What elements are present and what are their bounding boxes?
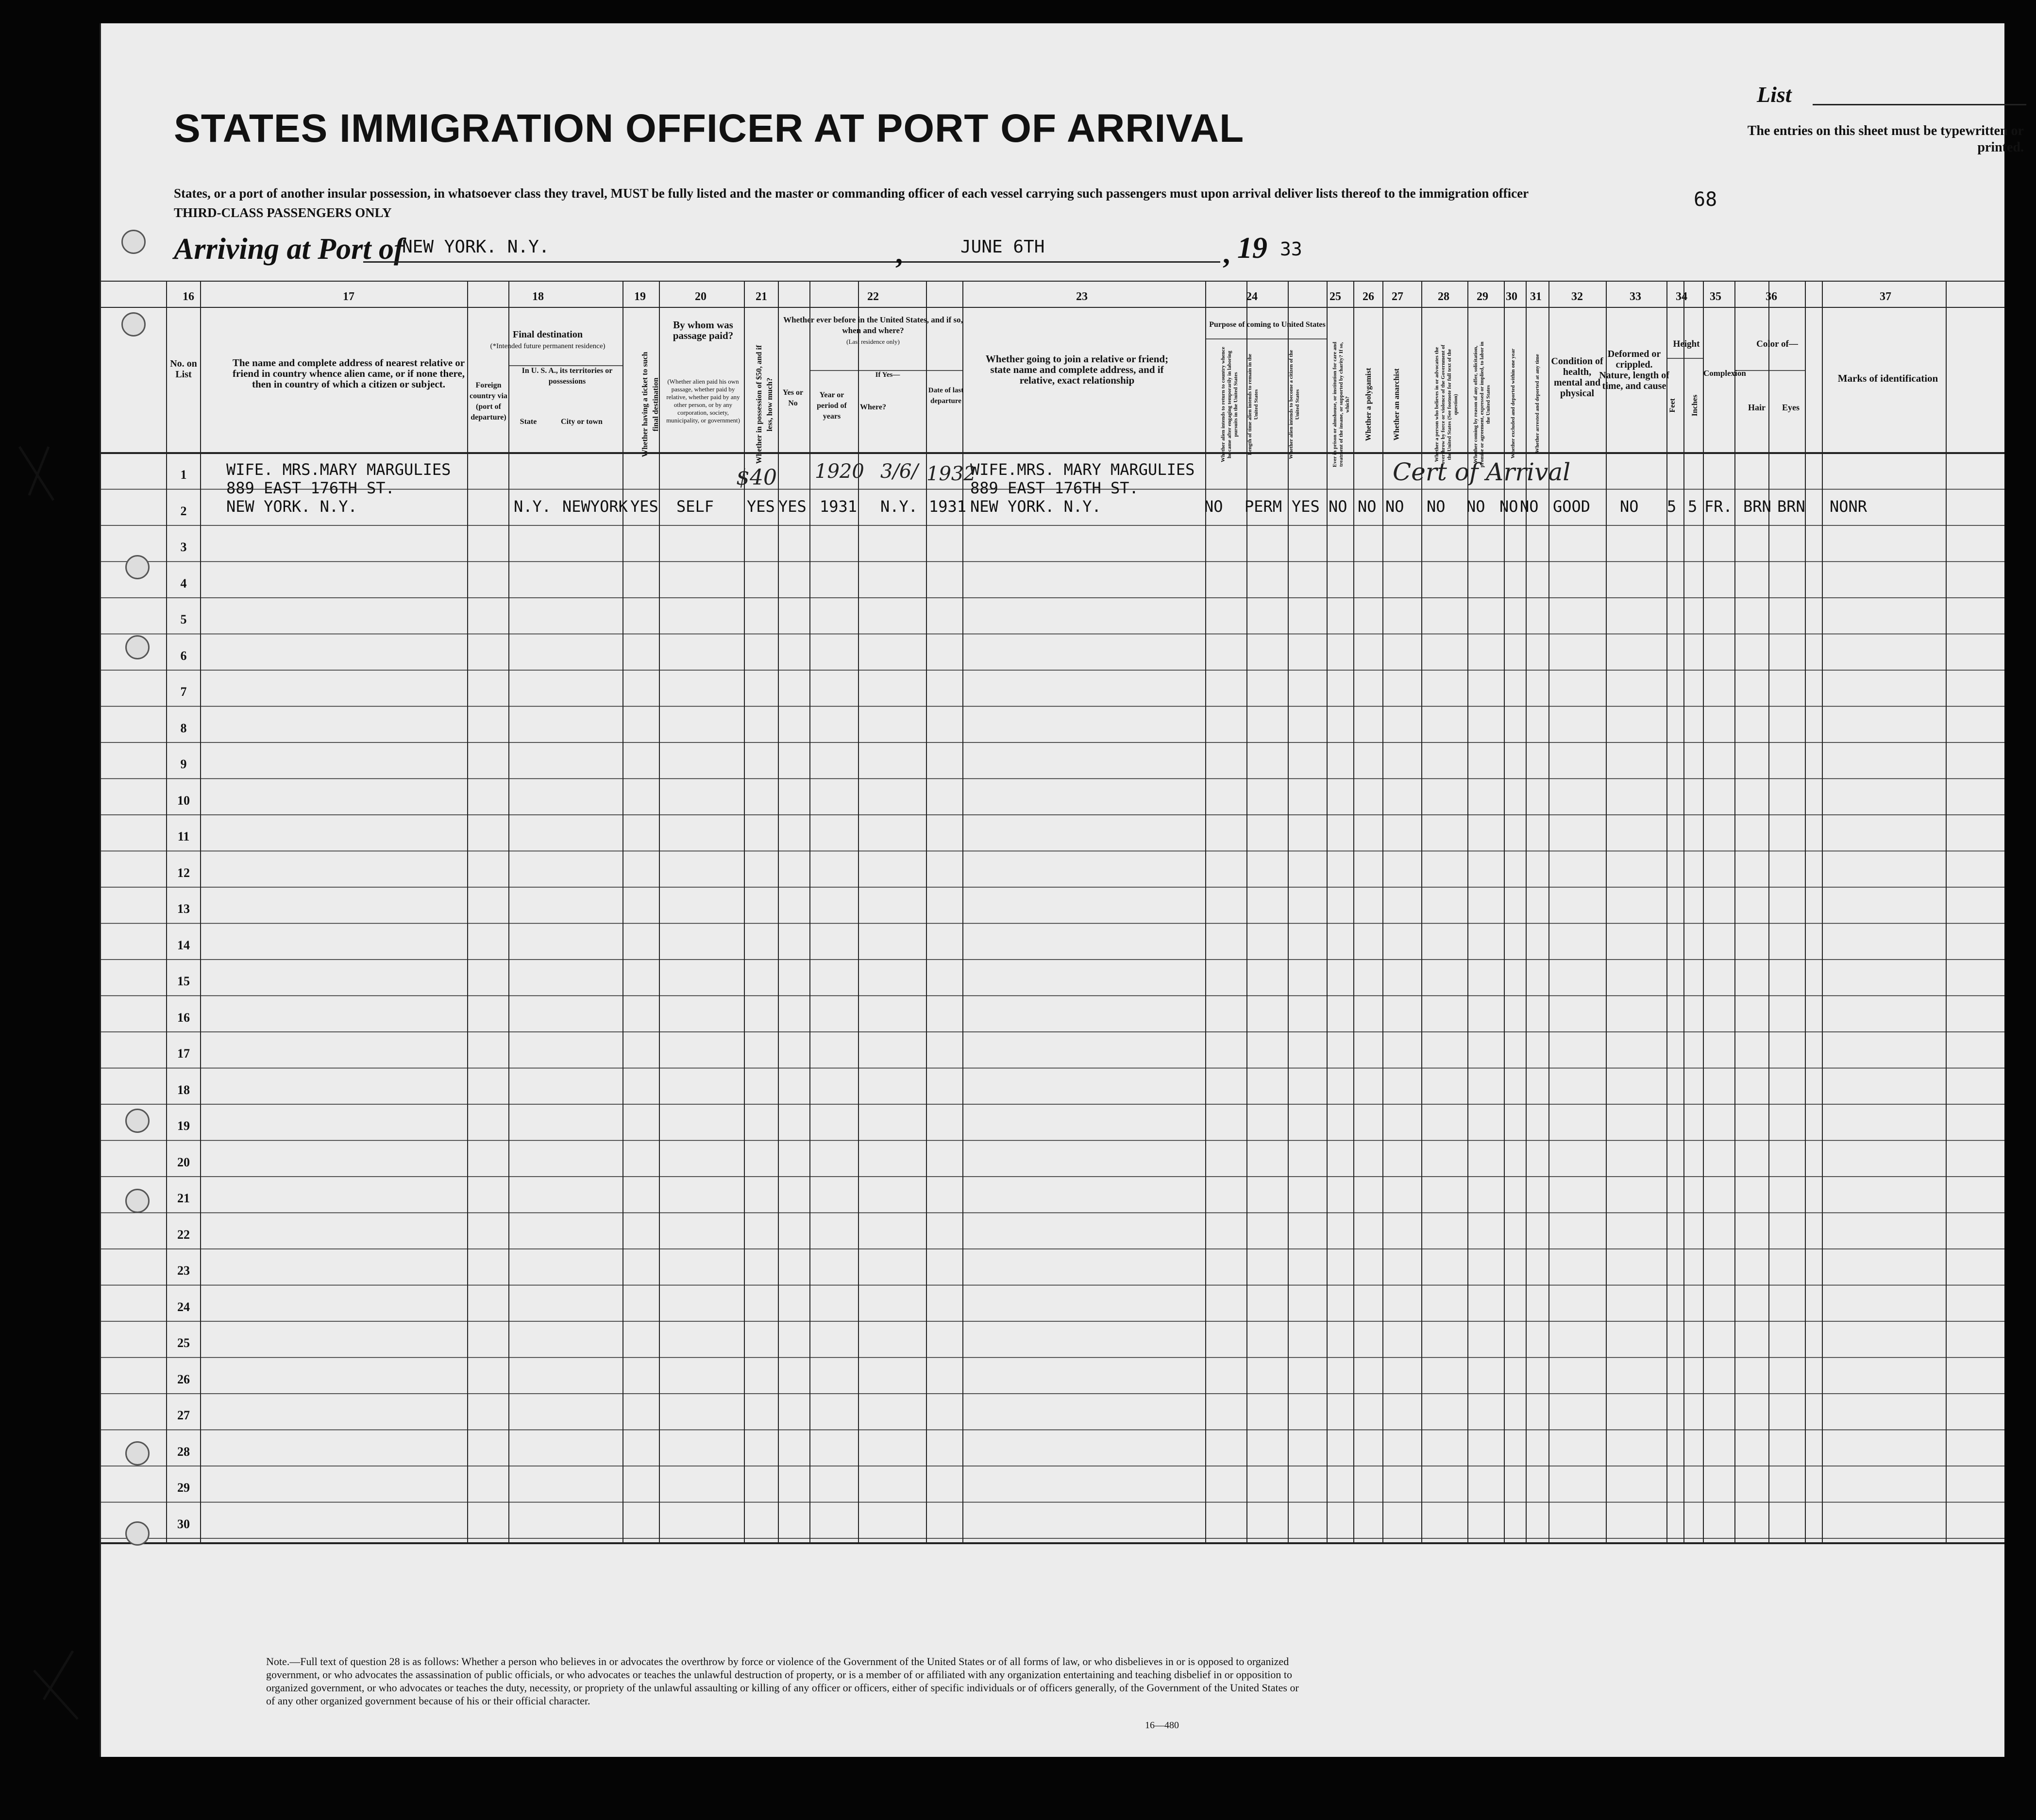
- col-header-possession-50: Whether in possession of $50, and if less, how much?: [755, 345, 774, 464]
- entry-length-of-stay: PERM: [1245, 497, 1282, 516]
- year-prefix: 19: [1237, 232, 1267, 265]
- column-number: 25: [1329, 290, 1341, 303]
- entry-inches: 5: [1688, 497, 1698, 516]
- row-number: 23: [177, 1264, 190, 1278]
- entry-join-line1: WIFE.MRS. MARY MARGULIES: [970, 460, 1195, 479]
- col-header-health: Condition of health, mental and physical: [1551, 356, 1603, 399]
- handwritten-annotation: Cert of Arrival: [1393, 458, 1571, 486]
- column-number: 30: [1506, 290, 1517, 303]
- column-number: 29: [1477, 290, 1488, 303]
- row-number: 3: [180, 540, 187, 554]
- entry-where: N.Y.: [880, 497, 918, 516]
- row-number: 4: [180, 576, 187, 590]
- footnote-text: Note.—Full text of question 28 is as follows: Whether a person who believes in or advocates the overthrow by force or violence of the Government of the United States or of all forms of law, or who disbelieves in or is opposed to organized government, or who advocates the assassination of public officials, or who advocates or teaches the unlawful destruction of property, or is a member of or affiliated with any organization entertaining and teaching disbelief in or opposition to organized government, or who advocates or teaches the duty, necessity, or propriety of the unlawful assaulting or killing of any officer or officers, either of specific individuals or of officers generally, of the Government of the United States or of any other organized government because of his or their official character.: [266, 1655, 1299, 1707]
- row-number: 13: [177, 902, 190, 916]
- row-number: 28: [177, 1444, 190, 1459]
- entry-relative-line3: NEW YORK. N.Y.: [226, 497, 357, 516]
- col-subheader-feet: Feet: [1668, 398, 1677, 413]
- entry-arrested: NO: [1520, 497, 1539, 516]
- entry-feet: 5: [1667, 497, 1677, 516]
- row-number: 1: [180, 468, 187, 482]
- entry-relative-line1: WIFE. MRS.MARY MARGULIES: [226, 460, 451, 479]
- row-number: 8: [180, 721, 187, 735]
- col-subheader-where: Where?: [860, 403, 886, 411]
- col-subheader-last-departure: Date of last departure: [928, 387, 964, 405]
- entry-passage-paid: SELF: [676, 497, 714, 516]
- col-header-marks: Marks of identification: [1837, 372, 1938, 384]
- year-value: 33: [1280, 238, 1302, 260]
- col-header-nearest-relative: The name and complete address of nearest relative or friend in country whence alien came, or if none there, then in country of which a citizen or subject.: [232, 357, 465, 390]
- entry-city: NEWYORK: [562, 497, 628, 516]
- entry-overthrow: NO: [1427, 497, 1446, 516]
- col-subheader-state: State: [520, 418, 537, 426]
- column-number: 21: [756, 290, 767, 303]
- column-number: 23: [1076, 290, 1088, 303]
- comma-mark: ,: [1223, 237, 1230, 270]
- col-header-passage-paid: By whom was passage paid?: [673, 319, 734, 341]
- row-number: 6: [180, 648, 187, 663]
- row-number: 26: [177, 1372, 190, 1386]
- entry-offer-of-labor: NO: [1466, 497, 1485, 516]
- entry-excluded: NO: [1499, 497, 1518, 516]
- entry-health: GOOD: [1553, 497, 1591, 516]
- col-header-prison: Ever in prison or almshouse, or institution for care and treatment of the insane, or supported by charity? If so, which?: [1332, 341, 1350, 468]
- class-label: THIRD-CLASS PASSENGERS ONLY: [174, 205, 392, 220]
- entry-join-line3: NEW YORK. N.Y.: [970, 497, 1101, 516]
- row-number: 7: [180, 685, 187, 699]
- col-header-overthrow: Whether a person who believes in or advocates the overthrow by force or violence of the Government of the United States (See footnote for full text of the question): [1434, 344, 1459, 465]
- page-title: STATES IMMIGRATION OFFICER AT PORT OF ARRIVAL: [174, 106, 1245, 151]
- entry-join-line2: 889 EAST 176TH ST.: [970, 479, 1139, 497]
- column-number: 18: [532, 290, 544, 303]
- row-number: 18: [177, 1082, 190, 1097]
- row-number: 19: [177, 1119, 190, 1133]
- handwritten-last-departure: 1932: [926, 463, 976, 485]
- col-header-ever-before: Whether ever before in the United States, and if so, when and where?: [783, 315, 963, 335]
- column-number: 19: [634, 290, 646, 303]
- column-number: 32: [1571, 290, 1583, 303]
- column-number: 35: [1710, 290, 1721, 303]
- entry-year: 1931: [820, 497, 858, 516]
- row-number: 2: [180, 504, 187, 518]
- handwritten-amount: $40: [736, 465, 777, 490]
- col-header-height: Height: [1673, 339, 1700, 349]
- entry-complexion: FR.: [1704, 497, 1733, 516]
- entry-anarchist: NO: [1385, 497, 1404, 516]
- row-number: 25: [177, 1336, 190, 1350]
- col-header-anarchist: Whether an anarchist: [1393, 368, 1401, 441]
- column-number: 37: [1880, 290, 1891, 303]
- col-subheader-usa: In U. S. A., its territories or possessions: [522, 367, 613, 386]
- col-subheader-length-of-stay: Length of time alien intends to remain in the United States: [1247, 354, 1259, 455]
- typewritten-note: The entries on this sheet must be typewritten or printed.: [1747, 123, 2024, 155]
- row-number: 22: [177, 1227, 190, 1242]
- column-number: 31: [1530, 290, 1542, 303]
- col-header-color: Color of—: [1756, 339, 1798, 349]
- column-number: 24: [1246, 290, 1258, 303]
- row-number: 24: [177, 1299, 190, 1314]
- col-header-excluded: Whether excluded and deported within one year: [1510, 348, 1516, 459]
- x-mark: [34, 1651, 78, 1719]
- row-number: 20: [177, 1155, 190, 1169]
- entry-possession: YES: [747, 497, 775, 516]
- col-header-arrested: Whether arrested and deported at any time: [1534, 354, 1540, 453]
- entry-return-intent: NO: [1204, 497, 1223, 516]
- col-header-going-to-join: Whether going to join a relative or friend; state name and complete address, and if relative, exact relationship: [985, 353, 1169, 386]
- col-subheader-foreign-country: Foreign country via (port of departure): [470, 381, 507, 421]
- column-number: 20: [695, 290, 707, 303]
- column-number: 33: [1630, 290, 1641, 303]
- row-number: 15: [177, 974, 190, 988]
- comma-mark: ,: [895, 237, 903, 270]
- date-value: JUNE 6TH: [960, 237, 1045, 257]
- row-number: 10: [177, 793, 190, 808]
- column-number: 26: [1363, 290, 1374, 303]
- col-header-complexion: Complexion: [1703, 369, 1746, 378]
- row-number: 30: [177, 1517, 190, 1531]
- col-subheader-become-citizen: Whether alien intends to become a citizen of the United States: [1288, 350, 1300, 459]
- col-header-ever-before-note: (Last residence only): [846, 338, 900, 345]
- col-subheader-if-yes: If Yes—: [875, 371, 900, 379]
- row-number: 9: [180, 757, 187, 771]
- col-header-final-destination: Final destination: [513, 329, 583, 340]
- row-number: 17: [177, 1046, 190, 1061]
- entry-polygamist: NO: [1358, 497, 1377, 516]
- col-subheader-inches: Inches: [1691, 394, 1699, 417]
- row-number: 5: [180, 612, 187, 626]
- col-header-polygamist: Whether a polygamist: [1364, 368, 1373, 441]
- entry-prison: NO: [1329, 497, 1347, 516]
- col-subheader-yes-no: Yes or No: [782, 388, 804, 407]
- column-number: 22: [867, 290, 879, 303]
- x-mark: [19, 447, 53, 500]
- handwritten-year: 1920: [815, 460, 864, 483]
- entry-eyes: BRN: [1777, 497, 1805, 516]
- col-header-passage-note: (Whether alien paid his own passage, whether paid by relative, whether paid by any other person, or by any corporation, society, municipality, or government): [666, 378, 740, 424]
- column-number: 28: [1438, 290, 1449, 303]
- col-subheader-city: City or town: [561, 418, 603, 426]
- col-header-offer-of-labor: Whether coming by reason of any offer, solicitation, promise or agreement, expressed or implied, to labor in the United States: [1473, 341, 1491, 468]
- col-header-deformed: Deformed or crippled. Nature, length of time, and cause: [1599, 349, 1669, 391]
- handwritten-date: 3/6/: [880, 460, 918, 483]
- list-label: List: [1757, 82, 1792, 107]
- column-number: 27: [1392, 290, 1403, 303]
- column-number: 34: [1676, 290, 1687, 303]
- column-number: 36: [1766, 290, 1777, 303]
- col-header-no-on-list: No. on List: [170, 358, 197, 380]
- entry-relative-line2: 889 EAST 176TH ST.: [226, 479, 395, 497]
- row-number: 29: [177, 1481, 190, 1495]
- entry-ticket: YES: [630, 497, 658, 516]
- col-subheader-eyes: Eyes: [1782, 403, 1800, 412]
- col-subheader-year: Year or period of years: [817, 391, 847, 421]
- col-subheader-return-intent: Whether alien intends to return to country whence he came after engaging temporarily in laboring pursuits in the United States: [1220, 347, 1239, 462]
- instruction-text: States, or a port of another insular possession, in whatsoever class they travel, MUST be fully listed and the master or commanding officer of each vessel carrying such passengers must upon arrival deliver lists thereof to the immigration officer: [174, 186, 1529, 201]
- column-number: 17: [343, 290, 354, 303]
- form-number: 16—480: [1145, 1720, 1179, 1731]
- sheet-number: 68: [1694, 188, 1717, 211]
- arriving-label: Arriving at Port of: [174, 233, 404, 266]
- row-number: 16: [177, 1010, 190, 1025]
- row-number: 11: [177, 829, 190, 843]
- port-value: NEW YORK. N.Y.: [402, 237, 550, 257]
- col-header-final-destination-note: (*Intended future permanent residence): [490, 342, 606, 350]
- row-number: 12: [177, 865, 190, 880]
- col-header-ticket: Whether having a ticket to such final destination: [641, 352, 660, 457]
- col-header-purpose: Purpose of coming to United States: [1209, 320, 1326, 329]
- row-number: 14: [177, 938, 190, 952]
- entry-ever-before: YES: [778, 497, 807, 516]
- column-number: 16: [183, 290, 194, 303]
- entry-hair: BRN: [1743, 497, 1771, 516]
- entry-marks: NONR: [1830, 497, 1868, 516]
- entry-deformed: NO: [1620, 497, 1639, 516]
- row-number: 27: [177, 1408, 190, 1422]
- row-number: 21: [177, 1191, 190, 1205]
- entry-last-departure: 1931: [929, 497, 967, 516]
- entry-become-citizen: YES: [1292, 497, 1320, 516]
- entry-state: N.Y.: [514, 497, 552, 516]
- col-subheader-hair: Hair: [1748, 403, 1766, 412]
